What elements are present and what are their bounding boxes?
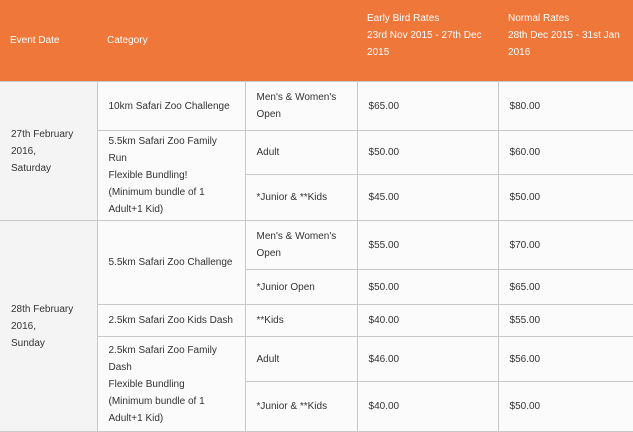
event-date: 28th February 2016,	[11, 303, 74, 332]
category-cell: 5.5km Safari Zoo Challenge	[97, 221, 245, 305]
header-early-bird	[357, 0, 498, 82]
header-row	[0, 0, 633, 82]
table-body	[0, 82, 633, 432]
subcategory-cell: Adult	[245, 131, 357, 175]
category-cell: 10km Safari Zoo Challenge	[97, 82, 245, 131]
category-title: 2.5km Safari Zoo Family Dash	[108, 344, 217, 373]
category-note: (Minimum bundle of 1 Adult+1 Kid)	[108, 187, 205, 215]
normal-rate: $65.00	[498, 270, 633, 305]
early-bird-rate: $40.00	[357, 382, 498, 432]
table-row	[0, 82, 633, 131]
normal-rate: $50.00	[498, 382, 633, 432]
event-day: Saturday	[11, 162, 52, 174]
subcategory-cell: *Junior & **Kids	[245, 174, 357, 220]
category-cell	[97, 337, 245, 432]
category-cell: 2.5km Safari Zoo Kids Dash	[97, 305, 245, 337]
normal-rate: $50.00	[498, 174, 633, 220]
header-category: Category	[97, 0, 357, 82]
header-normal	[498, 0, 633, 82]
subcategory-cell: *Junior & **Kids	[245, 382, 357, 432]
early-bird-rate: $50.00	[357, 270, 498, 305]
event-date-cell	[0, 221, 97, 432]
subcategory-cell: *Junior Open	[245, 270, 357, 305]
early-bird-dates: 23rd Nov 2015 - 27th Dec 2015	[367, 30, 482, 58]
normal-title: Normal Rates	[508, 13, 570, 24]
early-bird-rate: $65.00	[357, 82, 498, 131]
normal-dates: 28th Dec 2015 - 31st Jan 2016	[508, 30, 620, 58]
event-day: Sunday	[11, 337, 45, 349]
header-event-date: Event Date	[0, 0, 97, 82]
subcategory-cell: Men's & Women's Open	[245, 221, 357, 270]
early-bird-rate: $45.00	[357, 174, 498, 220]
event-date: 27th February 2016,	[11, 128, 74, 157]
subcategory-cell: Men's & Women's Open	[245, 82, 357, 131]
normal-rate: $56.00	[498, 337, 633, 382]
normal-rate: $55.00	[498, 305, 633, 337]
early-bird-title: Early Bird Rates	[367, 13, 440, 24]
early-bird-rate: $50.00	[357, 131, 498, 175]
subcategory-cell: Adult	[245, 337, 357, 382]
category-title: 5.5km Safari Zoo Family Run	[108, 136, 217, 164]
subcategory-cell: **Kids	[245, 305, 357, 337]
normal-rate: $70.00	[498, 221, 633, 270]
early-bird-rate: $46.00	[357, 337, 498, 382]
table-row	[0, 221, 633, 270]
category-note: Flexible Bundling	[108, 378, 185, 390]
category-note: (Minimum bundle of 1 Adult+1 Kid)	[108, 395, 205, 424]
category-note: Flexible Bundling!	[108, 170, 188, 181]
table-header	[0, 0, 633, 82]
category-cell	[97, 131, 245, 221]
normal-rate: $80.00	[498, 82, 633, 131]
early-bird-rate: $40.00	[357, 305, 498, 337]
early-bird-rate: $55.00	[357, 221, 498, 270]
normal-rate: $60.00	[498, 131, 633, 175]
event-date-cell	[0, 82, 97, 221]
